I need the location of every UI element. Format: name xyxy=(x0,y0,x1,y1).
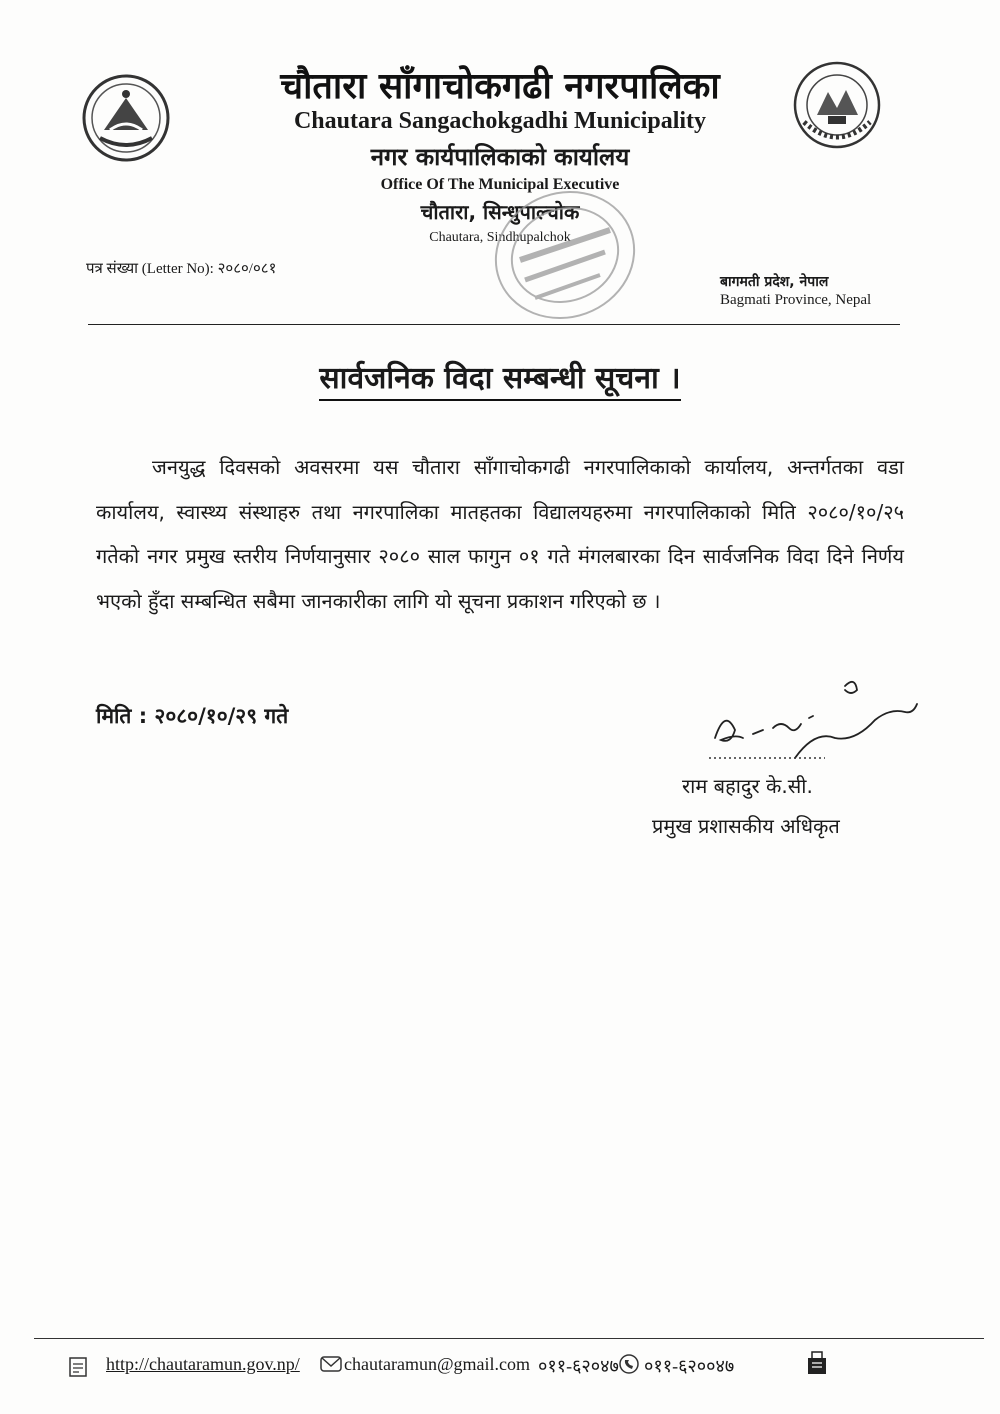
letter-number: पत्र संख्या (Letter No): २०८०/०८१ xyxy=(86,261,277,277)
fax-number: ०११-६२००४७ xyxy=(644,1356,735,1376)
phone-icon xyxy=(618,1354,640,1374)
notice-date: मिति : २०८०/१०/२९ गते xyxy=(96,704,289,728)
signer-name: राम बहादुर के.सी. xyxy=(682,774,813,798)
signature xyxy=(705,668,925,768)
header-divider xyxy=(88,324,900,325)
office-stamp-icon xyxy=(480,180,650,330)
footer xyxy=(68,1350,968,1380)
fax-icon xyxy=(806,1350,828,1376)
website-link[interactable]: http://chautaramun.gov.np/ xyxy=(106,1354,300,1374)
email-address[interactable]: chautaramun@gmail.com xyxy=(344,1354,531,1374)
signer-title: प्रमुख प्रशासकीय अधिकृत xyxy=(652,814,840,838)
municipality-title-np: चौतारा साँगाचोकगढी नगरपालिका xyxy=(280,66,720,107)
place-np: चौतारा, सिन्धुपाल्चोक xyxy=(420,200,580,224)
office-title-np: नगर कार्यपालिकाको कार्यालय xyxy=(370,143,630,171)
footer-divider xyxy=(34,1338,984,1339)
notice-title-text: सार्वजनिक विदा सम्बन्धी सूचना । xyxy=(319,361,680,401)
notice-body: जनयुद्ध दिवसको अवसरमा यस चौतारा साँगाचोकगढी नगरपालिकाको कार्यालय, अन्तर्गतका वडा कार्यालय, स्वास्थ्य संस्थाहरु तथा नगरपालिका मातहतका विद्यालयहरुमा नगरपालिकाको मिति २०८०/१०/२५ गतेको नगर प्रमुख स्तरीय निर्णयानुसार २०८० साल फागुन ०१ गते मंगलबारका दिन सार्वजनिक विदा दिने निर्णय भएको हुँदा सम्बन्धित सबैमा जानकारीका लागि यो सूचना प्रकाशन गरिएको छ । xyxy=(96,455,904,613)
globe-web-icon xyxy=(68,1356,88,1378)
office-title-en: Office Of The Municipal Executive xyxy=(380,176,620,193)
province-np: बागमती प्रदेश, नेपाल xyxy=(720,274,829,290)
province-en: Bagmati Province, Nepal xyxy=(720,292,872,308)
phone-number: ०११-६२०४७ xyxy=(538,1356,619,1376)
place-en: Chautara, Sindhupalchok xyxy=(429,230,571,245)
municipality-title-en: Chautara Sangachokgadhi Municipality xyxy=(293,108,707,134)
notice-title xyxy=(0,356,1000,397)
mail-icon xyxy=(320,1354,342,1374)
